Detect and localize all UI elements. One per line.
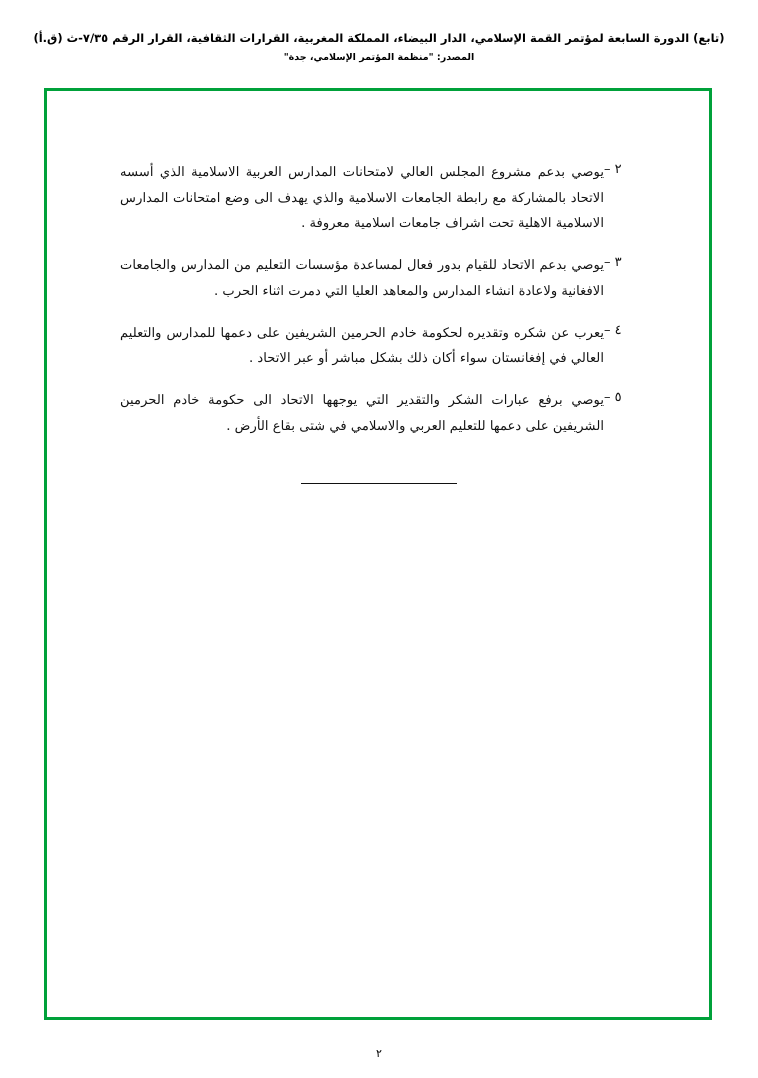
header-source: المصدر: "منظمة المؤتمر الإسلامي، جدة" [283,52,475,64]
clause-number: ٣ – [604,255,622,271]
divider-line [301,483,457,484]
clause-number: ٥ – [604,390,622,406]
list-item [120,388,638,439]
list-item [120,160,638,237]
clause-text: يعرب عن شكره وتقديره لحكومة خادم الحرمين الشريفين على دعمها للمدارس والتعليم العالي في إفغانستان سواء أكان ذلك بشكل مباشر أو عبر الاتحاد . [120,325,604,367]
page-header [0,30,758,63]
document-body [120,160,638,456]
clause-number: ٤ – [604,322,622,338]
clause-text: يوصي بدعم مشروع المجلس العالي لامتحانات المدارس العربية الاسلامية الذي أسسه الاتحاد بالمشاركة مع رابطة الجامعات الاسلامية والذي يهدف الى وضع امتحانات المدارس الاسلامية الاهلية تحت اشراف جامعات اسلامية معروفة . [120,165,604,232]
clause-number: ٢ – [604,162,622,177]
list-item [120,321,638,372]
list-item [120,253,638,304]
clause-text: يوصي برفع عبارات الشكر والتقدير التي يوجهها الاتحاد الى حكومة خادم الحرمين الشريفين على دعمها للتعليم العربي والاسلامي في شتى بقاع الأرض . [120,393,604,434]
header-title: (تابع) الدورة السابعة لمؤتمر القمة الإسلامي، الدار البيضاء، المملكة المغربية، القرارات الثقافية، القرار الرقم ٧/٣٥-ث (ق.أ) [33,31,725,45]
clause-text: يوصي بدعم الاتحاد للقيام بدور فعال لمساعدة مؤسسات التعليم من المدارس والجامعات الافغانية ولاعادة انشاء المدارس والمعاهد العليا التي دمرت اثناء الحرب . [120,258,604,299]
page-number: ٢ [376,1047,382,1060]
section-divider [0,483,758,484]
